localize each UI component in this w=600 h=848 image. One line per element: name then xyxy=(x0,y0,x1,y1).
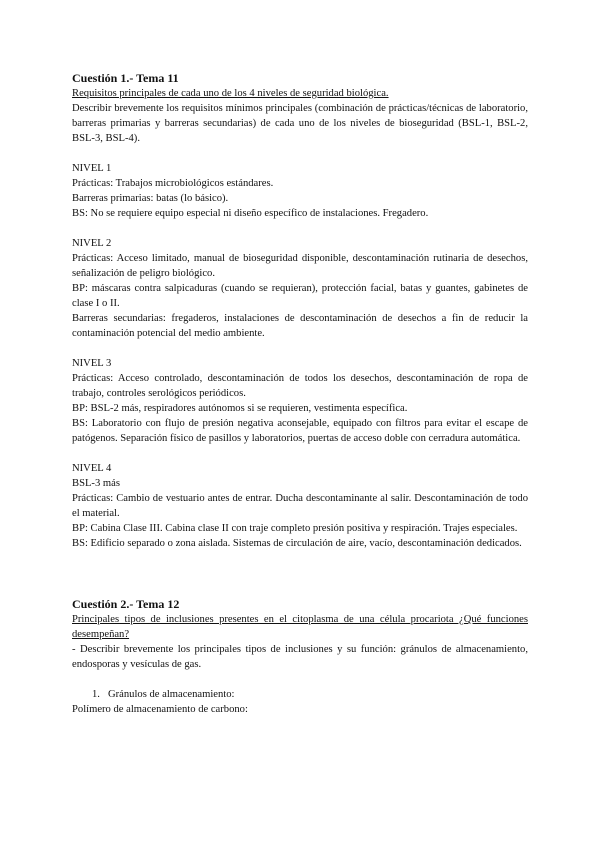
level-1-line: BS: No se requiere equipo especial ni diseño específico de instalaciones. Fregadero. xyxy=(72,208,429,219)
list-item-text: Gránulos de almacenamiento: xyxy=(108,689,235,700)
q1-subtitle: Requisitos principales de cada uno de los 4 niveles de seguridad biológica. xyxy=(72,88,389,99)
list-number: 1. xyxy=(92,689,100,700)
level-2-line: Barreras secundarias: fregaderos, instalaciones de descontaminación de desechos a fin de reducir la contaminación potencial del medio ambiente. xyxy=(72,313,528,339)
level-3-line: Prácticas: Acceso controlado, descontaminación de todos los desechos, descontaminación de ropa de trabajo, controles serológicos periódicos. xyxy=(72,373,528,399)
level-4-label: NIVEL 4 xyxy=(72,463,112,474)
level-2-label: NIVEL 2 xyxy=(72,238,112,249)
list-item xyxy=(92,687,528,702)
q1-title: Cuestión 1.- Tema 11 xyxy=(72,71,179,85)
q2-subtitle: Principales tipos de inclusiones presentes en el citoplasma de una célula procariota ¿Qué funciones desempeñan? xyxy=(72,614,528,640)
document-page xyxy=(72,70,528,717)
q2-intro: - Describir brevemente los principales tipos de inclusiones y su función: gránulos de almacenamiento, endosporas y vesículas de gas. xyxy=(72,644,528,670)
level-4-line: BS: Edificio separado o zona aislada. Sistemas de circulación de aire, vacío, descontaminación dedicados. xyxy=(72,538,522,549)
level-4-line: BSL-3 más xyxy=(72,478,120,489)
level-4-line: Prácticas: Cambio de vestuario antes de entrar. Ducha descontaminante al salir. Descontaminación de todo el material. xyxy=(72,493,528,519)
level-3-line: BS: Laboratorio con flujo de presión negativa aconsejable, equipado con filtros para evitar el escape de patógenos. Separación físico de pasillos y laboratorios, puertas de acceso doble con cerradura automática. xyxy=(72,418,528,444)
level-1-line: Barreras primarias: batas (lo básico). xyxy=(72,193,229,204)
level-3-line: BP: BSL-2 más, respiradores autónomos si se requieren, vestimenta específica. xyxy=(72,403,408,414)
q2-title: Cuestión 2.- Tema 12 xyxy=(72,597,180,611)
level-3-label: NIVEL 3 xyxy=(72,358,112,369)
level-2-line: Prácticas: Acceso limitado, manual de bioseguridad disponible, descontaminación rutinaria de desechos, señalización de peligro biológico. xyxy=(72,253,528,279)
level-1-line: Prácticas: Trabajos microbiológicos estándares. xyxy=(72,178,274,189)
level-2-line: BP: máscaras contra salpicaduras (cuando se requieran), protección facial, batas y guantes, gabinetes de clase I o II. xyxy=(72,283,528,309)
q1-intro: Describir brevemente los requisitos mínimos principales (combinación de prácticas/técnicas de laboratorio, barreras primarias y barreras secundarias) de cada uno de los niveles de bioseguridad (BSL-1, BSL-2, BSL-3, BSL-4). xyxy=(72,103,528,144)
level-1-label: NIVEL 1 xyxy=(72,163,112,174)
q2-last-line: Polímero de almacenamiento de carbono: xyxy=(72,704,248,715)
level-4-line: BP: Cabina Clase III. Cabina clase II con traje completo presión positiva y respiración. Trajes especiales. xyxy=(72,523,518,534)
